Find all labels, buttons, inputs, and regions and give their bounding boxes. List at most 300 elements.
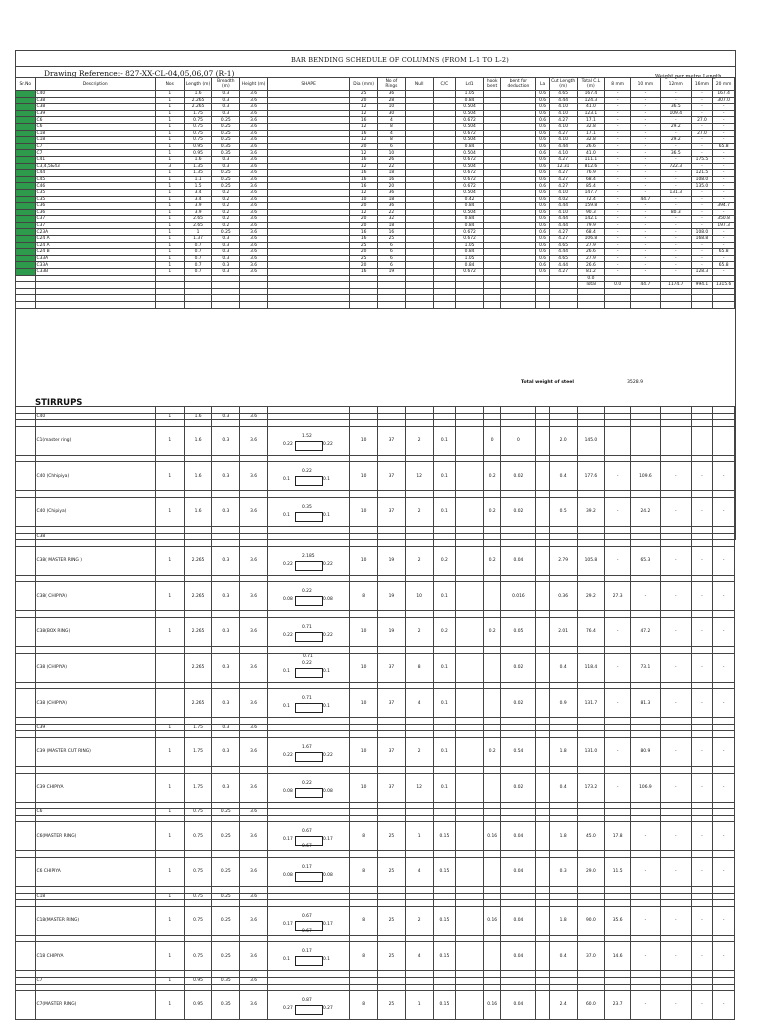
empty-cell <box>35 275 155 282</box>
empty-cell <box>536 731 549 738</box>
weight-cell: - <box>630 123 660 130</box>
empty-cell <box>577 540 605 547</box>
deduction-cell <box>501 137 536 144</box>
hook-cell <box>483 170 500 177</box>
stirrup-shape-diagram <box>269 583 347 609</box>
null-cell <box>405 413 433 420</box>
cc-cell <box>433 249 456 256</box>
weight-cell: - <box>660 546 691 575</box>
column-header: 20 mm <box>713 78 735 91</box>
stirrup-row <box>16 689 735 718</box>
empty-cell <box>660 971 691 978</box>
length-cell: 0.7 <box>184 269 212 276</box>
hook-cell <box>483 209 500 216</box>
empty-cell <box>605 900 631 907</box>
empty-cell <box>536 288 549 295</box>
hook-cell <box>483 236 500 243</box>
length-cell: 0.75 <box>184 137 212 144</box>
deduction-cell: 0.04 <box>501 857 536 886</box>
empty-cell <box>691 647 713 654</box>
hook-cell <box>483 773 500 802</box>
spacer-row <box>16 886 735 893</box>
length-cell: 0.7 <box>184 242 212 249</box>
spacer-row <box>16 420 735 427</box>
empty-cell <box>549 851 577 858</box>
total-cl-cell: 131.7 <box>577 689 605 718</box>
empty-cell <box>240 802 268 809</box>
cut-length-cell: 4.44 <box>549 222 577 229</box>
la-cell: 0.6 <box>536 236 549 243</box>
empty-cell <box>405 731 433 738</box>
height-cell: 3.6 <box>240 255 268 262</box>
breadth-cell: 0.25 <box>212 117 240 124</box>
weight-cell <box>630 533 660 540</box>
rings-cell: 36 <box>378 91 406 98</box>
shape-cell <box>267 546 349 575</box>
cut-length-cell: 0.9 <box>549 689 577 718</box>
empty-cell <box>691 420 713 427</box>
empty-cell <box>155 540 184 547</box>
sr-no-cell <box>16 724 36 731</box>
rings-cell: 16 <box>378 176 406 183</box>
ld1-cell <box>456 857 484 886</box>
weight-cell: - <box>713 176 735 183</box>
la-cell <box>536 977 549 984</box>
breadth-cell: 0.2 <box>212 209 240 216</box>
empty-cell <box>660 420 691 427</box>
weight-cell: 17.8 <box>605 822 631 851</box>
deduction-cell: 0.04 <box>501 906 536 935</box>
empty-cell <box>350 766 378 773</box>
height-cell: 3.6 <box>240 906 268 935</box>
empty-cell <box>212 766 240 773</box>
description-cell: C1(master ring) <box>35 426 155 455</box>
empty-cell <box>184 302 212 309</box>
weight-cell: - <box>605 255 631 262</box>
weight-cell <box>605 724 631 731</box>
height-cell: 3.6 <box>240 163 268 170</box>
cc-cell <box>433 203 456 210</box>
weight-cell: - <box>660 906 691 935</box>
table-row <box>16 117 735 124</box>
length-cell: 1.35 <box>184 170 212 177</box>
empty-cell <box>240 935 268 942</box>
deduction-cell <box>501 123 536 130</box>
hook-cell <box>483 893 500 900</box>
null-cell <box>405 242 433 249</box>
empty-cell <box>549 526 577 533</box>
cut-length-cell: 4.65 <box>549 91 577 98</box>
height-cell: 3.6 <box>240 137 268 144</box>
sr-no-cell <box>16 426 36 455</box>
empty-cell <box>184 295 212 302</box>
stirrup-shape-diagram <box>269 548 347 574</box>
weight-cell: 27.0 <box>691 117 713 124</box>
empty-cell <box>212 420 240 427</box>
empty-cell <box>691 575 713 582</box>
rings-cell <box>378 809 406 816</box>
shape-top-label: 0.67 <box>301 829 312 835</box>
empty-cell <box>483 984 500 991</box>
weight-cell: - <box>660 117 691 124</box>
breadth-cell: 0.2 <box>212 222 240 229</box>
stirrup-shape-outline <box>295 956 323 966</box>
empty-cell <box>405 815 433 822</box>
la-cell: 0.6 <box>536 163 549 170</box>
sr-no-cell <box>16 209 36 216</box>
empty-cell <box>501 851 536 858</box>
height-cell: 3.6 <box>240 497 268 526</box>
weight-cell: - <box>691 104 713 111</box>
empty-cell <box>456 984 484 991</box>
empty-cell <box>433 766 456 773</box>
deduction-cell <box>501 236 536 243</box>
weight-cell: - <box>660 689 691 718</box>
nos-cell: 1 <box>155 104 184 111</box>
deduction-cell <box>501 91 536 98</box>
empty-cell <box>433 420 456 427</box>
la-cell: 0.6 <box>536 216 549 223</box>
weight-cell: - <box>630 143 660 150</box>
height-cell: 3.6 <box>240 209 268 216</box>
cut-length-cell: 4.27 <box>549 170 577 177</box>
empty-cell <box>536 766 549 773</box>
rings-cell: 4 <box>378 117 406 124</box>
shape-cell <box>267 262 349 269</box>
deduction-cell: 0.05 <box>501 617 536 646</box>
weight-cell: - <box>605 236 631 243</box>
total-cl-cell: 17.1 <box>577 130 605 137</box>
empty-row <box>16 295 735 302</box>
shape-cell <box>267 117 349 124</box>
la-cell: 0.6 <box>536 249 549 256</box>
la-cell <box>536 991 549 1020</box>
empty-cell <box>536 420 549 427</box>
total-cl-cell: 147.7 <box>577 189 605 196</box>
stirrup-shape-diagram <box>269 655 347 681</box>
nos-cell: 1 <box>155 809 184 816</box>
rings-cell: 37 <box>378 689 406 718</box>
height-cell: 3.6 <box>240 617 268 646</box>
column-header: C/C <box>433 78 456 91</box>
shape-top-label: 0.22 <box>301 780 312 786</box>
total-row <box>16 282 735 289</box>
empty-cell <box>405 455 433 462</box>
sr-no-cell <box>16 176 36 183</box>
empty-cell <box>212 526 240 533</box>
deduction-cell: 0 <box>501 426 536 455</box>
cc-cell <box>433 183 456 190</box>
empty-cell <box>240 718 268 725</box>
la-cell: 0.6 <box>536 117 549 124</box>
nos-cell: 1 <box>155 255 184 262</box>
empty-cell <box>483 455 500 462</box>
empty-cell <box>456 540 484 547</box>
empty-cell <box>378 282 406 289</box>
empty-cell <box>660 815 691 822</box>
weight-cell: - <box>691 143 713 150</box>
weight-cell: - <box>660 236 691 243</box>
column-header: Cut Length (m) <box>551 79 576 89</box>
description-cell: C46 <box>35 183 155 190</box>
breadth-cell: 0.3 <box>212 617 240 646</box>
empty-cell <box>483 971 500 978</box>
la-cell <box>536 942 549 971</box>
empty-cell <box>212 886 240 893</box>
weight-cell: - <box>660 229 691 236</box>
empty-cell <box>691 275 713 282</box>
empty-cell <box>549 815 577 822</box>
shape-top-label: 0.22 <box>301 469 312 475</box>
weight-cell: - <box>660 255 691 262</box>
weight-cell: 36.5 <box>660 104 691 111</box>
deduction-cell: 0.04 <box>501 991 536 1020</box>
empty-cell <box>713 718 735 725</box>
empty-cell <box>660 802 691 809</box>
weight-cell: - <box>630 189 660 196</box>
empty-cell <box>350 984 378 991</box>
weight-cell: 350.8 <box>713 216 735 223</box>
empty-cell <box>483 766 500 773</box>
weight-cell: - <box>713 255 735 262</box>
empty-cell <box>536 491 549 498</box>
stirrup-row <box>16 822 735 851</box>
weight-cell: - <box>605 222 631 229</box>
shape-right-label: 0.1 <box>322 704 330 710</box>
empty-cell <box>378 275 406 282</box>
cc-cell <box>433 117 456 124</box>
empty-cell <box>577 302 605 309</box>
table-row <box>16 156 735 163</box>
deduction-cell <box>501 893 536 900</box>
cut-length-cell: 4.44 <box>549 143 577 150</box>
weight-cell: - <box>605 546 631 575</box>
empty-cell <box>549 455 577 462</box>
empty-cell <box>630 647 660 654</box>
deduction-cell <box>501 209 536 216</box>
empty-cell <box>35 526 155 533</box>
deduction-cell <box>501 196 536 203</box>
sr-no-cell <box>16 262 36 269</box>
total-cl-cell: 32.8 <box>577 123 605 130</box>
empty-cell <box>378 526 406 533</box>
la-cell: 0.6 <box>536 137 549 144</box>
weight-cell: - <box>605 170 631 177</box>
weight-cell: - <box>630 991 660 1020</box>
empty-cell <box>16 288 36 295</box>
empty-cell <box>456 815 484 822</box>
description-cell: C35 <box>35 189 155 196</box>
empty-cell <box>350 540 378 547</box>
deduction-cell <box>501 977 536 984</box>
dia-cell: 12 <box>350 209 378 216</box>
empty-cell <box>536 295 549 302</box>
rings-cell: 4 <box>378 130 406 137</box>
empty-cell <box>660 302 691 309</box>
empty-cell <box>713 407 735 414</box>
stirrup-row <box>16 893 735 900</box>
empty-cell <box>501 815 536 822</box>
weight-cell: - <box>691 91 713 98</box>
height-cell: 3.6 <box>240 196 268 203</box>
empty-cell <box>549 802 577 809</box>
shape-left-label: 0.1 <box>282 512 290 518</box>
empty-cell <box>501 935 536 942</box>
weight-cell: - <box>691 822 713 851</box>
cut-length-cell: 4.27 <box>549 130 577 137</box>
spacer-row <box>16 731 735 738</box>
weight-cell: - <box>691 582 713 611</box>
empty-cell <box>16 766 36 773</box>
stirrup-row <box>16 653 735 682</box>
empty-cell <box>155 815 184 822</box>
shape-cell <box>267 533 349 540</box>
ld1-cell: 1.05 <box>456 255 484 262</box>
null-cell: 2 <box>405 906 433 935</box>
empty-cell <box>660 611 691 618</box>
rings-cell <box>378 977 406 984</box>
breadth-cell: 0.3 <box>212 724 240 731</box>
weight-cell: - <box>605 150 631 157</box>
empty-cell <box>16 935 36 942</box>
shape-cell <box>267 942 349 971</box>
la-cell <box>536 653 549 682</box>
empty-cell <box>350 611 378 618</box>
deduction-cell <box>501 104 536 111</box>
length-cell: 2.265 <box>184 582 212 611</box>
empty-cell <box>155 282 184 289</box>
stirrup-row <box>16 977 735 984</box>
dia-cell: 8 <box>350 906 378 935</box>
empty-cell <box>630 526 660 533</box>
column-header: Description <box>35 78 155 91</box>
column-header: Ld1 <box>456 78 484 91</box>
breadth-cell: 0.25 <box>212 822 240 851</box>
weight-cell: - <box>691 249 713 256</box>
deduction-cell <box>501 809 536 816</box>
weight-cell: - <box>691 203 713 210</box>
nos-cell: 1 <box>155 942 184 971</box>
empty-cell <box>405 540 433 547</box>
total-16mm: 994.1 <box>691 282 713 289</box>
ld1-cell <box>456 582 484 611</box>
empty-cell <box>16 971 36 978</box>
sr-no-cell <box>16 906 36 935</box>
breadth-cell: 0.25 <box>212 906 240 935</box>
rings-cell: 36 <box>378 203 406 210</box>
shape-right-label: 0.22 <box>322 441 333 447</box>
stirrup-shape-diagram <box>269 499 347 525</box>
length-cell: 3.4 <box>184 189 212 196</box>
empty-cell <box>660 540 691 547</box>
weight-cell <box>605 413 631 420</box>
null-cell <box>405 117 433 124</box>
page-right-border <box>735 50 736 540</box>
empty-cell <box>16 802 36 809</box>
empty-cell <box>577 984 605 991</box>
weight-cell: - <box>660 183 691 190</box>
rings-cell <box>378 413 406 420</box>
la-cell: 0.6 <box>536 176 549 183</box>
weight-cell: - <box>713 582 735 611</box>
shape-right-label: 0.1 <box>322 668 330 674</box>
empty-cell <box>713 935 735 942</box>
rings-cell: 18 <box>378 196 406 203</box>
ld1-cell <box>456 942 484 971</box>
empty-cell <box>691 682 713 689</box>
stirrup-row <box>16 906 735 935</box>
shape-cell <box>267 143 349 150</box>
breadth-cell: 0.3 <box>212 497 240 526</box>
la-cell: 0.6 <box>536 209 549 216</box>
empty-cell <box>240 851 268 858</box>
dia-cell: 10 <box>350 426 378 455</box>
empty-cell <box>35 282 155 289</box>
empty-cell <box>212 575 240 582</box>
cut-length-cell: 4.27 <box>549 229 577 236</box>
empty-cell <box>35 935 155 942</box>
shape-cell <box>267 689 349 718</box>
shape-cell <box>267 857 349 886</box>
weight-cell: - <box>713 130 735 137</box>
empty-cell <box>350 407 378 414</box>
empty-cell <box>691 815 713 822</box>
empty-cell <box>605 526 631 533</box>
weight-cell: - <box>691 150 713 157</box>
nos-cell: 1 <box>155 130 184 137</box>
total-cl-cell <box>577 533 605 540</box>
cc-cell <box>433 209 456 216</box>
empty-cell <box>240 526 268 533</box>
empty-cell <box>630 971 660 978</box>
empty-cell <box>713 851 735 858</box>
cut-length-cell <box>549 533 577 540</box>
sr-no-cell <box>16 196 36 203</box>
empty-cell <box>184 802 212 809</box>
empty-cell <box>691 851 713 858</box>
hook-cell <box>483 229 500 236</box>
empty-cell <box>713 900 735 907</box>
dia-cell <box>350 533 378 540</box>
nos-cell: 1 <box>155 991 184 1020</box>
empty-cell <box>184 611 212 618</box>
sr-no-cell <box>16 236 36 243</box>
null-cell: 2 <box>405 497 433 526</box>
empty-cell <box>155 611 184 618</box>
total-label: Total <box>577 282 605 289</box>
column-header: 16mm <box>691 78 713 91</box>
empty-cell <box>630 288 660 295</box>
rings-cell: 25 <box>378 906 406 935</box>
empty-cell <box>405 491 433 498</box>
shape-right-label: 0.08 <box>322 788 333 794</box>
description-cell: C41 <box>35 156 155 163</box>
total-cl-cell <box>577 977 605 984</box>
weight-cell: - <box>630 137 660 144</box>
nos-cell: 1 <box>155 724 184 731</box>
dia-cell <box>350 893 378 900</box>
ld1-cell: 1.05 <box>456 242 484 249</box>
weight-cell: - <box>630 150 660 157</box>
empty-cell <box>549 491 577 498</box>
rings-cell: 37 <box>378 462 406 491</box>
rings-cell: 6 <box>378 143 406 150</box>
la-cell: 0.6 <box>536 222 549 229</box>
empty-cell <box>713 540 735 547</box>
empty-cell <box>35 731 155 738</box>
cut-length-cell <box>549 893 577 900</box>
weight-cell: - <box>660 176 691 183</box>
